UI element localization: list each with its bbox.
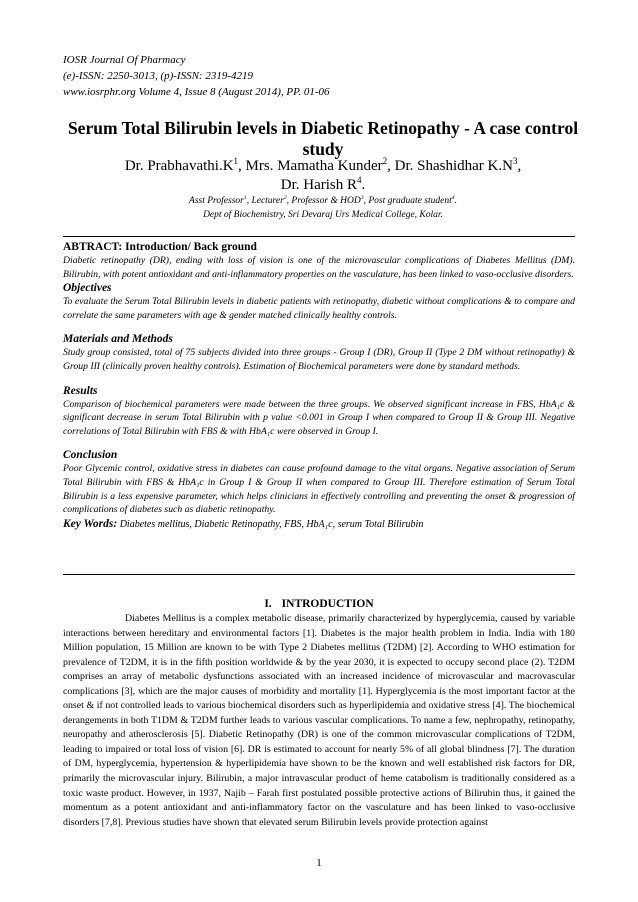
author-name: , Dr. Shashidhar K.N [387,158,513,174]
journal-name: IOSR Journal Of Pharmacy [63,54,186,66]
role-sup: 2 [283,194,287,201]
role-sup: 1 [243,194,247,201]
role-end: . [454,196,457,206]
objectives-heading: Objectives [63,282,112,295]
role: , Professor & HOD [286,196,361,206]
affiliation [63,194,583,222]
abstract-intro: Diabetic retinopathy (DR), ending with loss of vision is one of the microvascular complications of Diabetes Mellitus (DM). Bilirubin, with potent antioxidant and anti-inflammatory properties on the vasculature, has been linked to vaso-occlusive disorders. [63,255,575,280]
author-roles [63,194,583,208]
role-sup: 3 [360,194,364,201]
author-sup: 1 [233,156,239,166]
section-heading [63,597,575,611]
role: , Post graduate student [363,196,452,206]
abstract [63,240,575,532]
keywords [63,517,575,532]
author-name: Dr. Prabhavathi.K [124,158,234,174]
role: Asst Professor [189,196,244,206]
author-name: , Mrs. Mamatha Kunder [238,158,383,174]
abstract-bottom-rule [63,574,575,575]
journal-issn: (e)-ISSN: 2250-3013, (p)-ISSN: 2319-4219 [63,70,254,82]
section-number: I. [264,598,272,610]
role: , Lecturer [246,196,284,206]
keywords-text: Diabetes mellitus, Diabetic Retinopathy, FBS, HbA₁c, serum Total Bilirubin [117,518,424,530]
conclusion-text: Poor Glycemic control, oxidative stress in diabetes can cause profound damage to the vital organs. Negative association of Serum Total Bilirubin with FBS & HbA₁c in Group I & Group II when compared to Group III. Therefore estimation of Serum Total Bilirubin is a less expensive parameter, which helps clinicians in effectively controlling and preventing the onset & progression of complications of diabetes such as diabetic retinopathy. [63,463,575,516]
results-text: Comparison of biochemical parameters were made between the three groups. We observed significant increase in FBS, HbA₁c & significant decrease in serum Total Bilirubin with p value <0.001 in Group I when compared to Group II & Group III. Negative correlations of Total Bilirubin with FBS & with HbA₁c were observed in Group I. [63,398,575,437]
author-sup: 3 [512,156,518,166]
abstract-top-rule [63,236,575,237]
section-title: INTRODUCTION [281,598,374,610]
author-sup: 2 [382,156,388,166]
methods-heading: Materials and Methods [63,333,173,346]
role-sup: 4 [451,194,455,201]
results-heading: Results [63,384,98,397]
author-name: Dr. Harish R [280,177,357,193]
paper-title: Serum Total Bilirubin levels in Diabetic Retinopathy - A case control study [67,118,579,159]
introduction-text: Diabetes Mellitus is a complex metabolic disease, primarily characterized by hyperglycemia, caused by variable interactions between hereditary and environmental factors [1]. Diabetes is the major health problem in India. India with 180 Million population, 15 Million are known to be with Type 2 Diabetes mellitus (T2DM) [2]. According to WHO estimation for prevalence of T2DM, it is in the fifth position worldwide & by the year 2030, it is expected to occupy second place (2). T2DM comprises an array of metabolic dysfunctions associated with an increased incidence of microvascular and macrovascular complications [3], which are the major causes of morbidity and mortality [1]. Hyperglycemia is the most important factor at the onset & if not controlled leads to various biochemical disorders such as hyperlipidemia and oxidative stress [4]. The biochemical derangements in both T1DM & T2DM further leads to various vascular complications. To name a few, nephropathy, retinopathy, neuropathy and atherosclerosis [5]. Diabetic Retinopathy (DR) is one of the common microvascular complications of T2DM, leading to impaired or total loss of vision [6]. DR is estimated to account for nearly 5% of all global blindness [7]. The duration of DM, hyperglycemia, hypertension & hyperlipidemia have shown to be the known and well established risk factors for DR, primarily the microvascular injury. Bilirubin, a major intravascular product of heme catabolism is traditionally considered as a toxic waste product. However, in 1937, Najib – Farah first postulated possible protective actions of Bilirubin thus, it gained the momentum as a potent antioxidant and anti-inflammatory factor on the vasculature and has been linked to vaso-occlusive disorders [7,8]. Previous studies have shown that elevated serum Bilirubin levels provide protection against [63,613,575,828]
author-sep: . [361,177,366,193]
conclusion-heading: Conclusion [63,449,118,462]
journal-header [63,52,330,100]
keywords-label: Key Words: [63,517,118,530]
abstract-heading: ABTRACT: Introduction/ Back ground [63,241,257,253]
methods-text: Study group consisted, total of 75 subjects divided into three groups - Group I (DR), Group II (Type 2 DM without retinopathy) & Group III (clinically proven healthy controls). Estimation of Biochemical parameters were done by standard methods. [63,347,575,372]
page-number: 1 [316,857,322,869]
department: Dept of Biochemistry, Sri Devaraj Urs Medical College, Kolar. [203,210,443,220]
author-sep: , [517,158,522,174]
author-list [63,157,583,195]
objectives-text: To evaluate the Serum Total Bilirubin levels in diabetic patients with retinopathy, diabetic without complications & to compare and correlate the same parameters with age & gender matched clinically healthy controls. [63,296,575,321]
journal-volume: www.iosrphr.org Volume 4, Issue 8 (August 2014), PP. 01-06 [63,86,330,98]
author-sup: 4 [357,175,362,185]
